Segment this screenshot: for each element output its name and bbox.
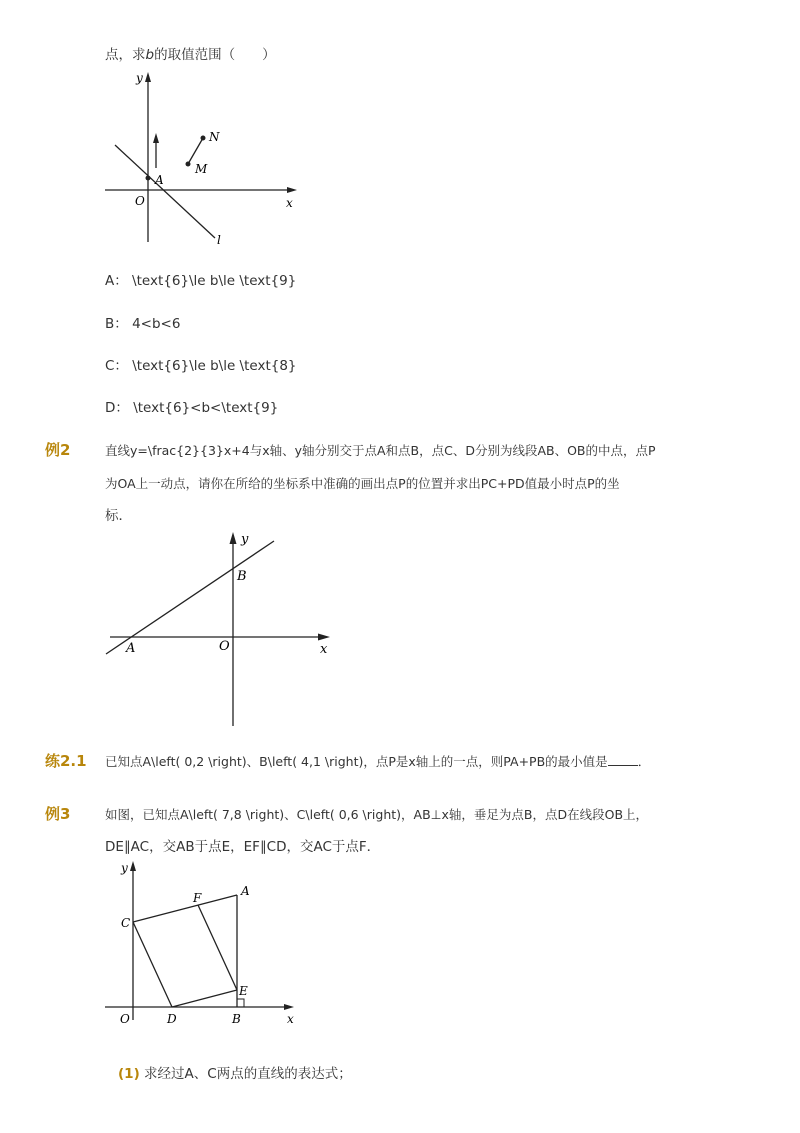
- q1-y-arrow-icon: [145, 72, 151, 82]
- ex2-label-y: y: [241, 532, 249, 547]
- q1-line-l: [115, 145, 215, 238]
- ex3-line-2: DE∥AC，交AB于点E，EF∥CD，交AC于点F．: [105, 839, 381, 855]
- ex2-line-1: 直线y=\frac{2}{3}x+4与x轴、y轴分别交于点A和点B，点C、D分别为线段AB、OB的中点，点P: [105, 443, 656, 458]
- ex3-sub1-text: 求经过A、C两点的直线的表达式；: [144, 1066, 352, 1082]
- q1-point-a: [146, 176, 151, 181]
- q1-option-a[interactable]: A： \text{6}\le b\le \text{9}: [105, 273, 297, 289]
- ex3-x-arrow-icon: [284, 1004, 294, 1010]
- ex2-label-o: O: [219, 639, 230, 654]
- q1-label-x: x: [286, 196, 293, 210]
- q1-x-arrow-icon: [287, 187, 297, 193]
- ex2-figure: [100, 526, 340, 731]
- ex3-line-1: 如图，已知点A\left( 7,8 \right)、C\left( 0,6 \right)，AB⊥x轴，垂足为点B，点D在线段OB上，: [105, 807, 649, 822]
- ex3-segment-ac: [133, 895, 237, 922]
- ex3-tag: 例3: [45, 805, 71, 823]
- q1-label-a: A: [155, 173, 164, 187]
- ex21-text: 已知点A\left( 0,2 \right)、B\left( 4,1 \right)，点P是x轴上的一点，则PA+PB的最小值是 ．: [105, 754, 651, 769]
- ex3-label-e: E: [239, 984, 248, 998]
- ex3-segment-de: [172, 990, 237, 1007]
- ex3-sub1: [118, 1064, 352, 1084]
- q1-label-y: y: [136, 71, 143, 85]
- q1-point-m: [186, 162, 191, 167]
- ex3-figure: [100, 855, 310, 1030]
- ex2-label-x: x: [320, 642, 328, 657]
- ex2-label-b: B: [237, 569, 247, 584]
- ex3-label-f: F: [193, 891, 202, 905]
- q1-figure: [100, 70, 310, 250]
- ex2-line-3: 标．: [105, 508, 132, 524]
- ex3-right-angle-icon: [237, 999, 244, 1007]
- ex3-label-x: x: [287, 1012, 294, 1026]
- q1-option-b[interactable]: B： 4<b<6: [105, 316, 181, 332]
- ex3-label-b: B: [232, 1012, 241, 1026]
- ex3-segment-ef: [198, 905, 237, 990]
- q1-up-arrow-icon: [153, 133, 159, 143]
- ex3-label-c: C: [121, 916, 131, 930]
- ex2-label-a: A: [126, 641, 136, 656]
- ex2-line-2: 为OA上一动点，请你在所给的坐标系中准确的画出点P的位置并求出PC+PD值最小时点P的坐: [105, 476, 620, 491]
- q1-option-d[interactable]: D： \text{6}<b<\text{9}: [105, 400, 279, 416]
- q1-tail-text: 点，求b的取值范围（ ）: [105, 47, 276, 63]
- q1-label-m: M: [195, 162, 208, 176]
- q1-option-c[interactable]: C： \text{6}\le b\le \text{8}: [105, 358, 297, 374]
- ex21-answer-blank[interactable]: [608, 752, 638, 766]
- ex3-label-y: y: [121, 861, 128, 875]
- ex2-tag: 例2: [45, 441, 71, 459]
- q1-point-n: [201, 136, 206, 141]
- ex2-y-arrow-icon: [230, 532, 237, 544]
- ex3-sub1-tag: (1): [118, 1066, 140, 1082]
- q1-label-l: l: [217, 233, 221, 247]
- q1-label-o: O: [135, 194, 145, 208]
- ex3-label-o: O: [120, 1012, 130, 1026]
- ex3-segment-cd: [133, 922, 172, 1007]
- ex3-label-d: D: [167, 1012, 177, 1026]
- q1-segment-mn: [188, 138, 203, 164]
- q1-label-n: N: [209, 130, 220, 144]
- ex3-label-a: A: [241, 884, 250, 898]
- ex21-tag: 练2.1: [45, 752, 87, 770]
- ex2-x-arrow-icon: [318, 634, 330, 641]
- ex3-y-arrow-icon: [130, 861, 136, 871]
